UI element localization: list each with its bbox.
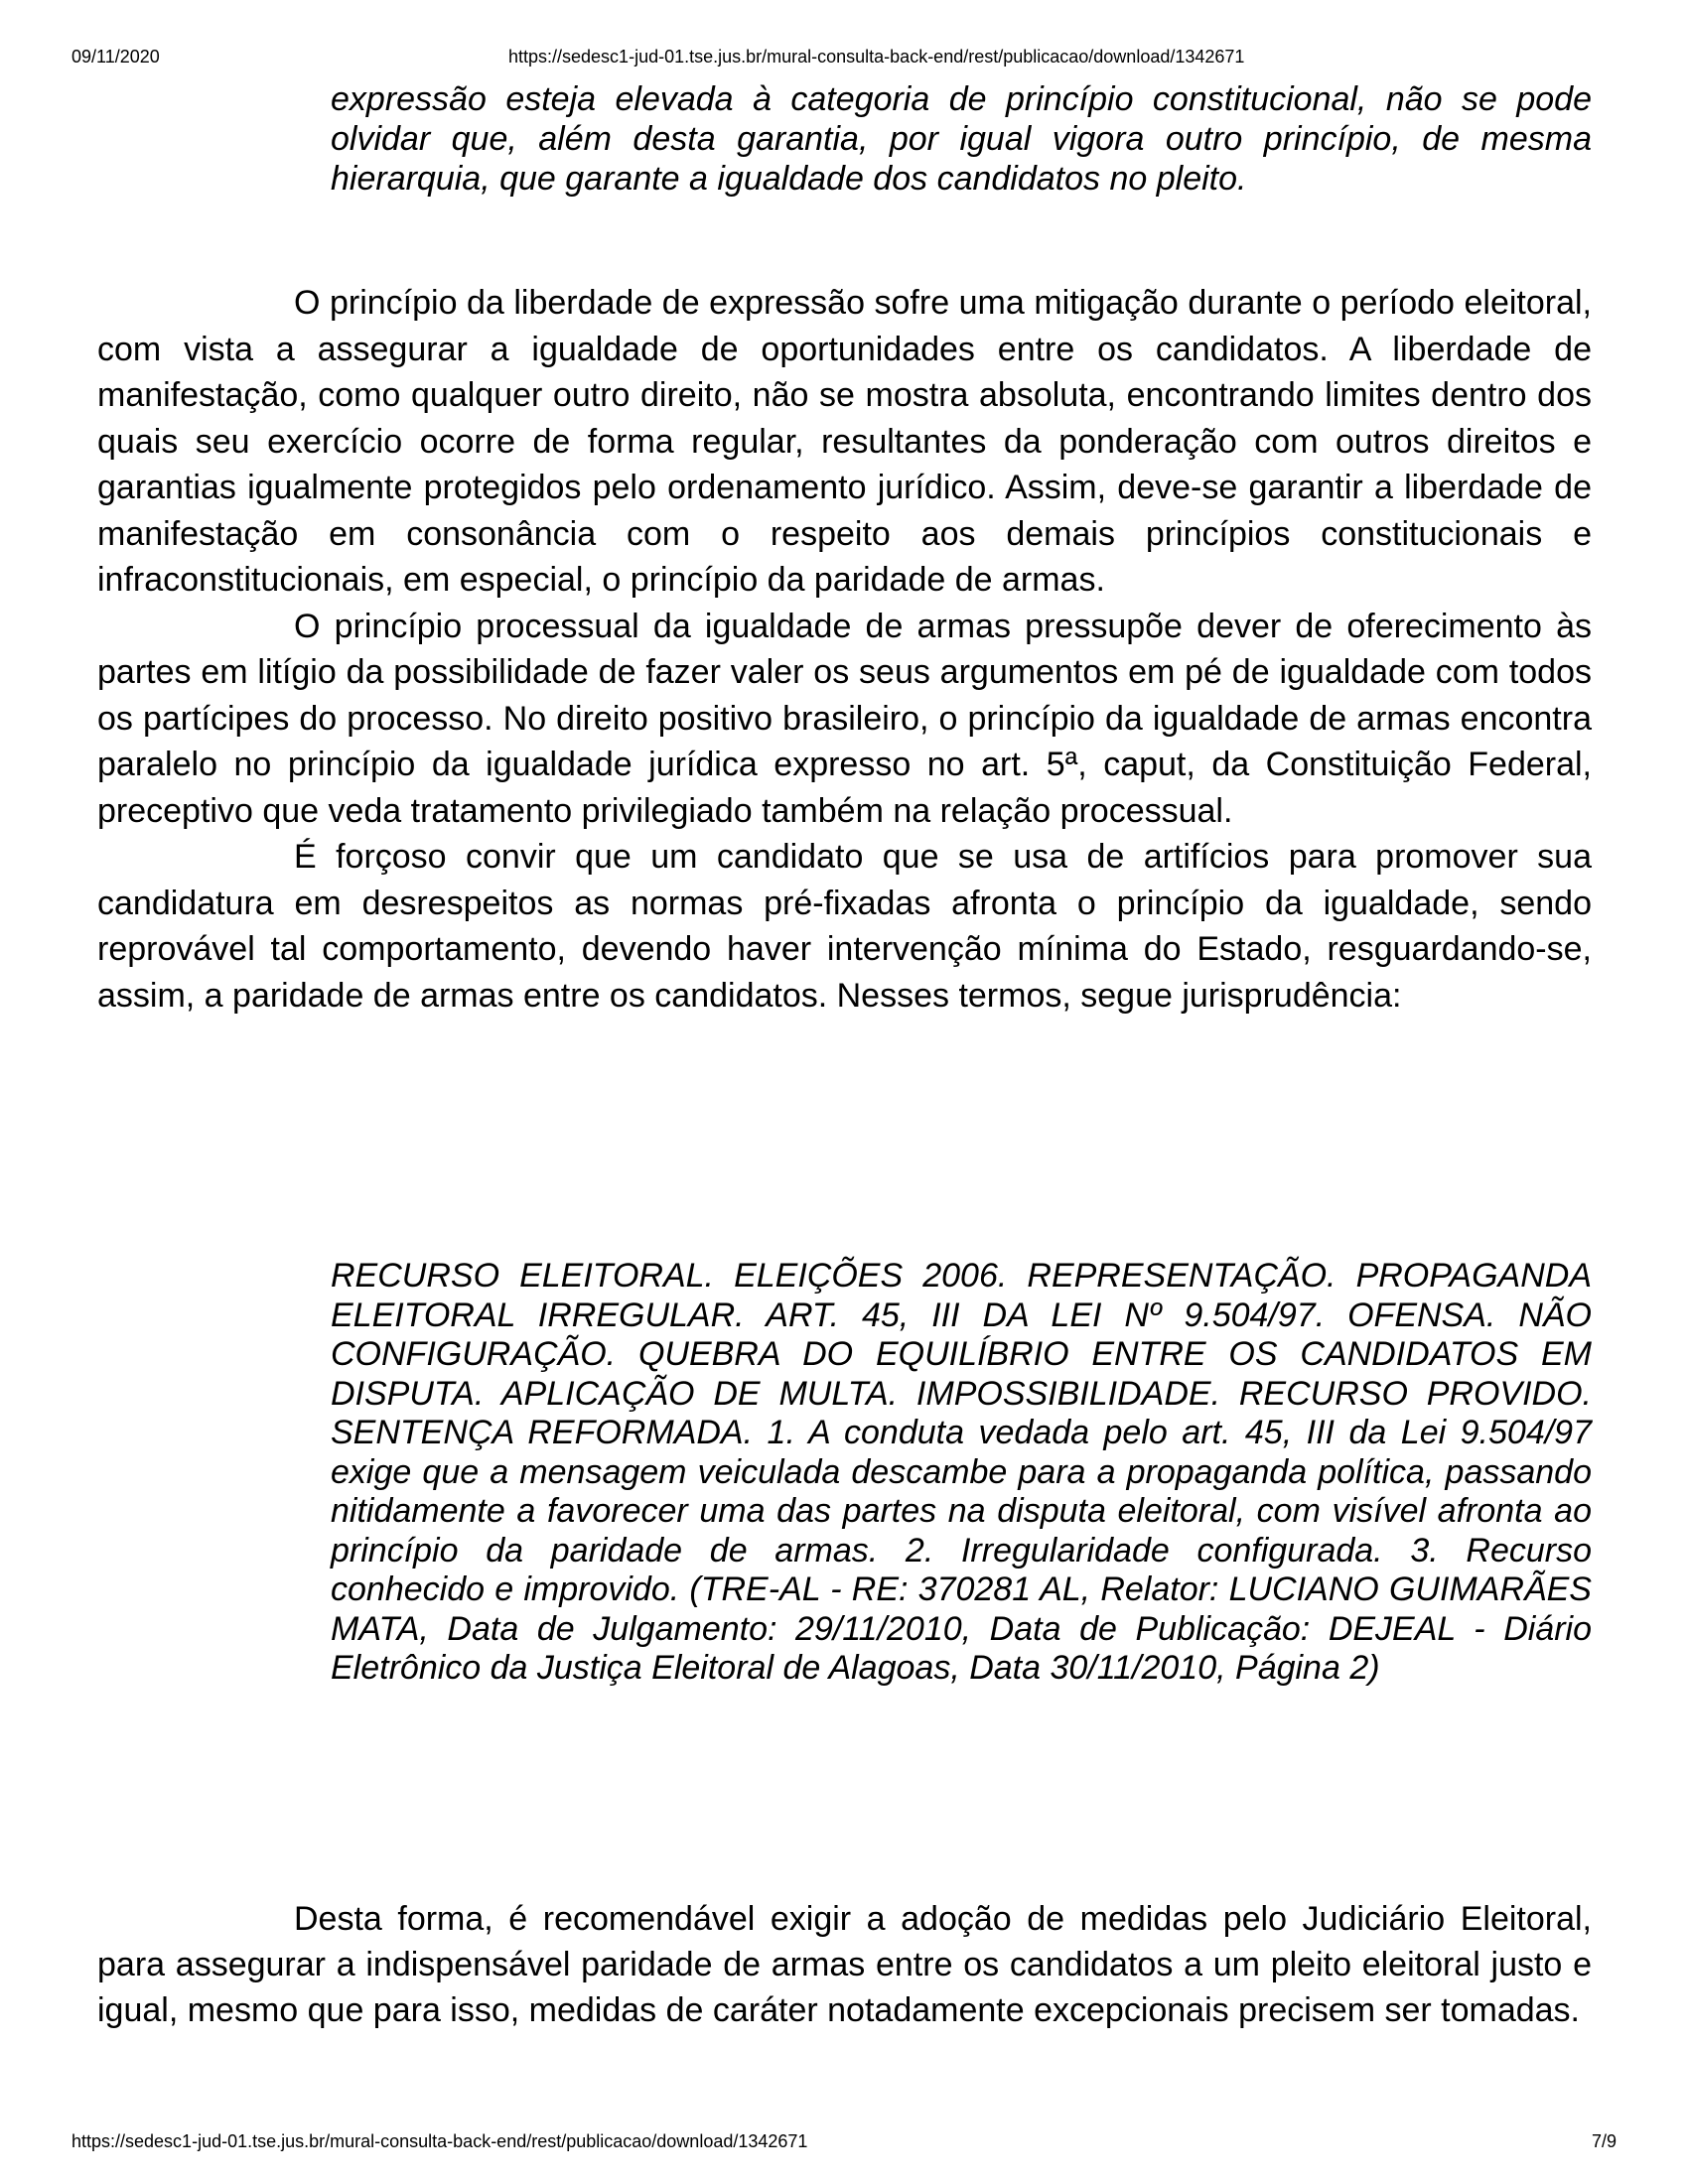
main-text (97, 280, 1592, 1019)
jurisprudence-quote: RECURSO ELEITORAL. ELEIÇÕES 2006. REPRESENTAÇÃO. PROPAGANDA ELEITORAL IRREGULAR. ART. 45, III DA LEI Nº 9.504/97. OFENSA. NÃO CONFIGURAÇÃO. QUEBRA DO EQUILÍBRIO ENTRE OS CANDIDATOS EM DISPUTA. APLICAÇÃO DE MULTA. IMPOSSIBILIDADE. RECURSO PROVIDO. SENTENÇA REFORMADA. 1. A conduta vedada pelo art. 45, III da Lei 9.504/97 exige que a mensagem veiculada descambe para a propaganda política, passando nitidamente a favorecer uma das partes na disputa eleitoral, com visível afronta ao princípio da paridade de armas. 2. Irregularidade configurada. 3. Recurso conhecido e improvido. (TRE-AL - RE: 370281 AL, Relator: LUCIANO GUIMARÃES MATA, Data de Julgamento: 29/11/2010, Data de Publicação: DEJEAL - Diário Eletrônico da Justiça Eleitoral de Alagoas, Data 30/11/2010, Página 2) (331, 1257, 1592, 1687)
paragraph-igualdade-armas: O princípio processual da igualdade de armas pressupõe dever de oferecimento às partes em litígio da possibilidade de fazer valer os seus argumentos em pé de igualdade com todos os partícipes do processo. No direito positivo brasileiro, o princípio da igualdade de armas encontra paralelo no princípio da igualdade jurídica expresso no art. 5ª, caput, da Constituição Federal, preceptivo que veda tratamento privilegiado também na relação processual. (97, 607, 1592, 830)
paragraph-candidato-artificios: É forçoso convir que um candidato que se usa de artifícios para promover sua candidatura em desrespeitos as normas pré-fixadas afronta o princípio da igualdade, sendo reprovável tal comportamento, devendo haver intervenção mínima do Estado, resguardando-se, assim, a paridade de armas entre os candidatos. Nesses termos, segue jurisprudência: (97, 838, 1592, 1015)
footer-url: https://sedesc1-jud-01.tse.jus.br/mural-consulta-back-end/rest/publicacao/download/1342671 (71, 2131, 808, 2151)
header-url: https://sedesc1-jud-01.tse.jus.br/mural-consulta-back-end/rest/publicacao/download/1342671 (508, 47, 1245, 67)
page-number: 7/9 (1591, 2131, 1617, 2151)
closing-text (97, 1896, 1592, 2033)
paragraph-conclusion: Desta forma, é recomendável exigir a adoção de medidas pelo Judiciário Eleitoral, para assegurar a indispensável paridade de armas entre os candidatos a um pleito eleitoral justo e igual, mesmo que para isso, medidas de caráter notadamente excepcionais precisem ser tomadas. (97, 1900, 1592, 2029)
print-date: 09/11/2020 (71, 47, 160, 67)
paragraph-liberdade-expressao: O princípio da liberdade de expressão sofre uma mitigação durante o período eleitoral, com vista a assegurar a igualdade de oportunidades entre os candidatos. A liberdade de manifestação, como qualquer outro direito, não se mostra absoluta, encontrando limites dentro dos quais seu exercício ocorre de forma regular, resultantes da ponderação com outros direitos e garantias igualmente protegidos pelo ordenamento jurídico. Assim, deve-se garantir a liberdade de manifestação em consonância com o respeito aos demais princípios constitucionais e infraconstitucionais, em especial, o princípio da paridade de armas. (97, 284, 1592, 599)
block-quote-continuation: expressão esteja elevada à categoria de princípio constitucional, não se pode olvidar que, além desta garantia, por igual vigora outro princípio, de mesma hierarquia, que garante a igualdade dos candidatos no pleito. (331, 80, 1592, 198)
